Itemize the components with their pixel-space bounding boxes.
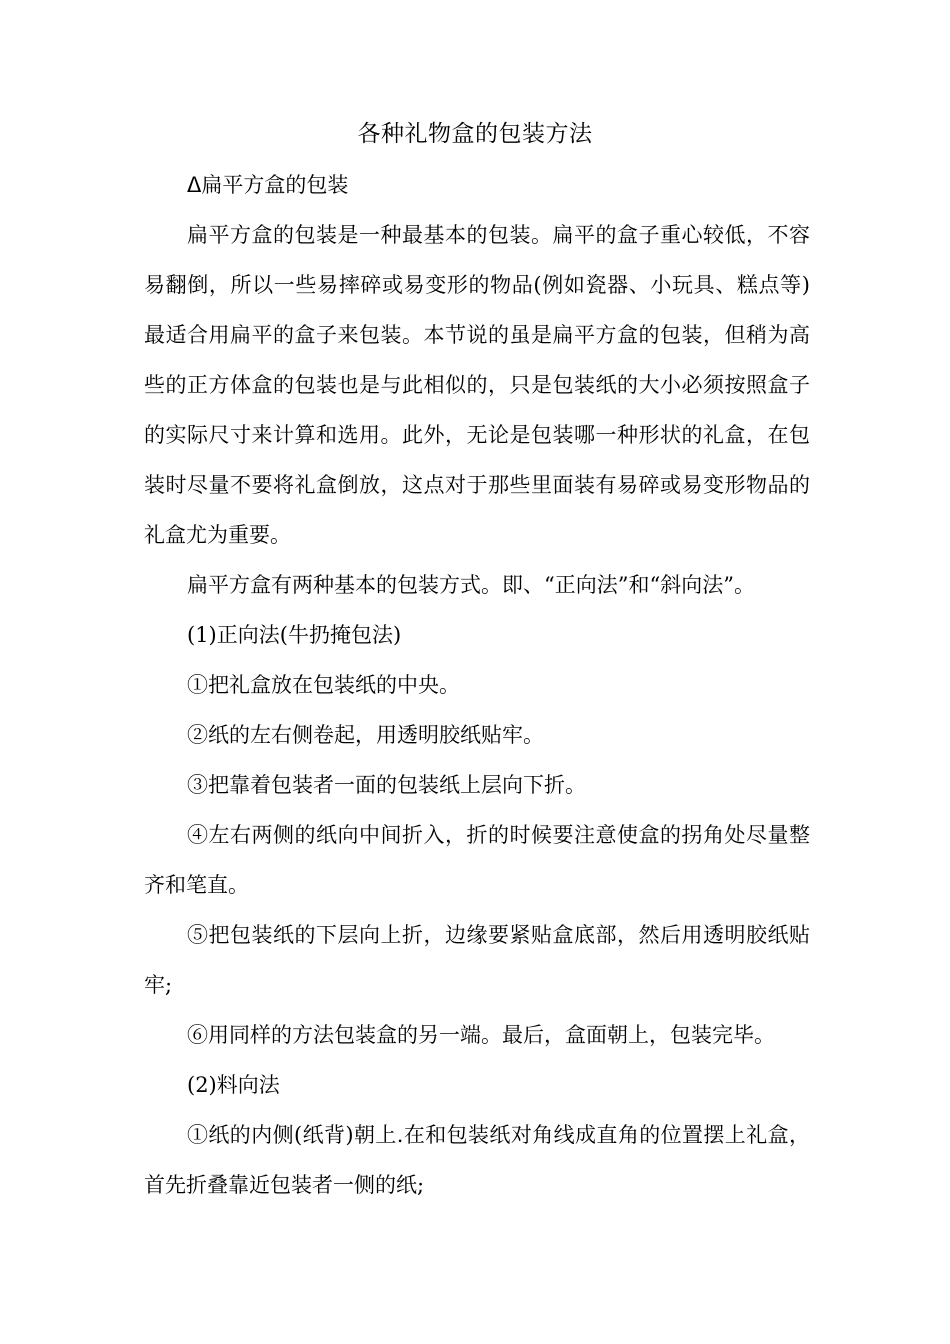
method2-heading: (2)料向法 [187, 1073, 280, 1097]
section-heading: ᐃ扁平方盒的包装 [187, 173, 349, 197]
method2-step: ①纸的内侧(纸背)朝上.在和包装纸对角线成直角的位置摆上礼盒，首先折叠靠近包装者一侧的纸; [144, 1123, 810, 1197]
method1-step: ③把靠着包装者一面的包装纸上层向下折。 [187, 773, 586, 797]
method1-step: ⑥用同样的方法包装盒的另一端。最后，盒面朝上，包装完毕。 [187, 1023, 775, 1047]
paragraph-methods: 扁平方盒有两种基本的包装方式。即、“正向法”和“斜向法”。 [187, 573, 755, 597]
method1-step: ⑤把包装纸的下层向上折，边缘要紧贴盒底部，然后用透明胶纸贴牢; [144, 923, 810, 997]
document-body [144, 160, 810, 1210]
method1-step: ②纸的左右侧卷起，用透明胶纸贴牢。 [187, 723, 544, 747]
document-title: 各种礼物盒的包装方法 [357, 121, 593, 147]
method1-step: ①把礼盒放在包装纸的中央。 [187, 673, 460, 697]
method1-heading: (1)正向法(牛扔掩包法) [187, 623, 402, 647]
paragraph-intro: 扁平方盒的包装是一种最基本的包装。扁平的盒子重心较低，不容易翻倒，所以一些易摔碎或易变形的物品(例如瓷器、小玩具、糕点等)最适合用扁平的盒子来包装。本节说的虽是扁平方盒的包装，但稍为高些的正方体盒的包装也是与此相似的，只是包装纸的大小必须按照盒子的实际尺寸来计算和选用。此外，无论是包装哪一种形状的礼盒，在包装时尽量不要将礼盒倒放，这点对于那些里面装有易碎或易变形物品的礼盒尤为重要。 [144, 223, 810, 547]
method1-step: ④左右两侧的纸向中间折入，折的时候要注意使盒的拐角处尽量整齐和笔直。 [144, 823, 810, 897]
